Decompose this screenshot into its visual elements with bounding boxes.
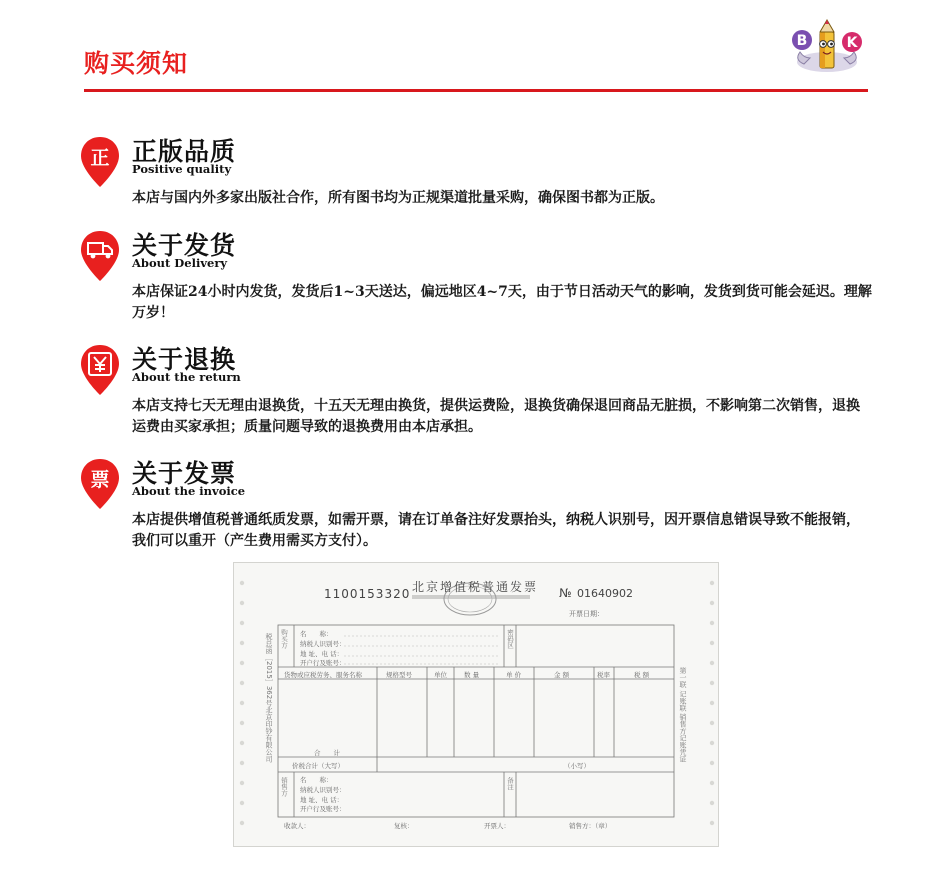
section-body: 本店提供增值税普通纸质发票，如需开票，请在订单备注好发票抬头，纳税人识别号，因开票信息错误导致不能报销，我们可以重开（产生费用需买方支付）。 xyxy=(132,512,860,549)
column-header: 单位 xyxy=(434,671,447,679)
column-header: 规格型号 xyxy=(386,671,412,679)
invoice-no-label: № xyxy=(559,586,572,600)
column-header: 数 量 xyxy=(464,671,480,679)
total-label: 合 计 xyxy=(314,749,340,757)
seller-field: 纳税人识别号： xyxy=(300,786,346,794)
invoice-title: 北京增值税普通发票 xyxy=(412,580,539,594)
seller-field: 名 称： xyxy=(300,776,333,784)
footer-issuer: 开票人： xyxy=(484,822,510,830)
section-body: 本店支持七天无理由退换货，十五天无理由换货，提供运费险，退换货确保退回商品无脏损，不影响第二次销售，退换运费由买家承担；质量问题导致的退换费用由本店承担。 xyxy=(132,398,860,435)
grand-total-label: 价税合计（大写） xyxy=(292,762,344,770)
section-title: 关于发货 xyxy=(132,231,237,260)
section-subtitle: About the return xyxy=(132,370,241,384)
section-title: 关于退换 xyxy=(132,345,237,374)
remark-label: 备注 xyxy=(506,777,514,790)
column-header: 税 额 xyxy=(634,671,650,679)
logo-letter-k: K xyxy=(846,35,858,51)
invoice-left-margin-text: 税总函［2015］362号北京印钞有限公司 xyxy=(265,633,273,763)
invoice-date-label: 开票日期： xyxy=(569,610,604,618)
buyer-field: 开户行及账号： xyxy=(300,659,346,667)
zheng-char-pin-icon xyxy=(80,136,120,188)
section-body: 本店与国内外多家出版社合作，所有图书均为正规渠道批量采购，确保图书都为正版。 xyxy=(132,190,664,206)
footer-seller-seal: 销售方：（章） xyxy=(569,822,612,830)
header-divider xyxy=(84,89,868,92)
section-body: 本店保证24小时内发货，发货后1~3天送达，偏远地区4~7天，由于节日活动天气的影响，发货到货可能会延迟。理解万岁！ xyxy=(132,284,872,321)
section-subtitle: Positive quality xyxy=(132,162,232,176)
page-header xyxy=(0,0,950,95)
grand-total-small-label: （小写） xyxy=(564,762,590,770)
invoice-number: 01640902 xyxy=(577,587,633,600)
section-title: 关于发票 xyxy=(132,459,237,488)
buyer-field: 地 址、电 话： xyxy=(300,650,344,658)
seller-field: 开户行及账号： xyxy=(300,805,346,813)
piao-char-pin-icon xyxy=(80,458,120,510)
buyer-field: 名 称： xyxy=(300,630,333,638)
buyer-field: 纳税人识别号： xyxy=(300,640,346,648)
column-header: 货物或应税劳务、服务名称 xyxy=(284,671,362,679)
footer-payee: 收款人： xyxy=(284,822,310,830)
logo-letter-b: B xyxy=(796,33,808,49)
delivery-truck-pin-icon xyxy=(80,230,120,282)
book-mascot-logo-icon xyxy=(790,18,864,82)
column-header: 税率 xyxy=(597,671,610,679)
pin-char: 正 xyxy=(90,147,110,169)
seller-label: 销售方 xyxy=(280,777,288,797)
buyer-label: 购买方 xyxy=(280,629,288,649)
return-yen-pin-icon xyxy=(80,344,120,396)
password-area-label: 密码区 xyxy=(506,629,514,649)
invoice-right-margin-text: 第一联 记账联 销售方记账凭证 xyxy=(679,667,687,763)
section-title: 正版品质 xyxy=(132,137,237,166)
sample-invoice-image xyxy=(233,562,719,847)
seller-field: 地 址、电 话： xyxy=(300,796,344,804)
pin-char: 票 xyxy=(90,469,110,491)
section-subtitle: About the invoice xyxy=(132,484,246,498)
column-header: 单 价 xyxy=(506,671,522,679)
section-subtitle: About Delivery xyxy=(132,256,228,270)
column-header: 金 额 xyxy=(554,671,570,679)
page-title: 购买须知 xyxy=(84,49,189,78)
invoice-code: 1100153320 xyxy=(324,587,411,601)
footer-reviewer: 复核： xyxy=(394,822,414,830)
